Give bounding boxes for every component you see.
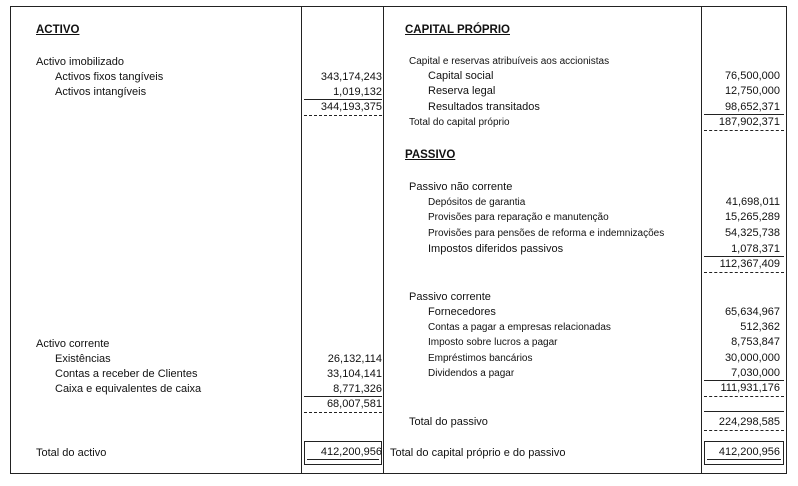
column-divider (383, 6, 384, 474)
subtotal-dashed-rule (704, 130, 784, 131)
passivo-item-value: 30,000,000 (724, 352, 780, 364)
capital-total-value: 187,902,371 (718, 116, 780, 128)
capital-item-value: 76,500,000 (724, 70, 780, 82)
capital-item-label: Resultados transitados (428, 101, 540, 113)
total-double-rule (707, 459, 781, 460)
subtotal-rule (704, 411, 784, 412)
passivo-item-value: 8,753,847 (731, 336, 780, 348)
capital-item-label: Reserva legal (428, 85, 496, 97)
passivo-item-label: Dividendos a pagar (428, 368, 515, 379)
passivo-item-label: Contas a pagar a empresas relacionadas (428, 322, 611, 333)
activo-item-value: 33,104,141 (326, 368, 382, 380)
passivo-item-label: Provisões para pensões de reforma e indemnizações (428, 228, 665, 239)
passivo-nao-corrente-title: Passivo não corrente (409, 181, 513, 193)
passivo-item-value: 7,030,000 (731, 367, 780, 379)
passivo-corrente-total: 111,931,176 (720, 382, 780, 394)
activo-corrente-title: Activo corrente (36, 338, 110, 350)
passivo-item-label: Imposto sobre lucros a pagar (428, 337, 558, 348)
capital-header: CAPITAL PRÓPRIO (405, 24, 510, 36)
subtotal-dashed-rule (704, 430, 784, 431)
capital-item-value: 12,750,000 (724, 85, 780, 97)
column-divider (701, 6, 702, 474)
activo-item-value: 8,771,326 (333, 383, 382, 395)
activo-item-value: 26,132,114 (327, 353, 382, 365)
passivo-nao-corrente-total: 112,367,409 (719, 258, 780, 270)
total-passivo-label: Total do passivo (409, 416, 488, 428)
activo-item-label: Contas a receber de Clientes (55, 368, 198, 380)
activo-imobilizado-total: 344,193,375 (320, 101, 382, 113)
activo-item-label: Existências (55, 353, 111, 365)
subtotal-dashed-rule (704, 396, 784, 397)
passivo-item-label: Provisões para reparação e manutenção (428, 212, 609, 223)
passivo-item-label: Fornecedores (428, 306, 496, 318)
activo-item-value: 343,174,243 (320, 71, 382, 83)
passivo-item-value: 41,698,011 (725, 196, 780, 208)
passivo-item-value: 512,362 (740, 321, 780, 333)
activo-item-label: Caixa e equivalentes de caixa (55, 383, 202, 395)
capital-item-label: Capital social (428, 70, 494, 82)
activo-item-label: Activos intangíveis (55, 86, 147, 98)
capital-total-label: Total do capital próprio (409, 117, 510, 128)
activo-item-label: Activos fixos tangíveis (55, 71, 164, 83)
activo-item-value: 1,019,132 (333, 86, 382, 98)
column-divider (301, 6, 302, 474)
capital-item-value: 98,652,371 (724, 101, 780, 113)
passivo-item-label: Empréstimos bancários (428, 353, 533, 364)
passivo-header: PASSIVO (405, 149, 456, 161)
subtotal-dashed-rule (304, 115, 382, 116)
subtotal-dashed-rule (704, 272, 784, 273)
passivo-item-label: Impostos diferidos passivos (428, 243, 564, 255)
passivo-item-label: Depósitos de garantia (428, 197, 526, 208)
passivo-corrente-title: Passivo corrente (409, 291, 491, 303)
passivo-item-value: 1,078,371 (731, 243, 780, 255)
total-activo-label: Total do activo (36, 447, 107, 459)
passivo-item-value: 65,634,967 (724, 306, 780, 318)
activo-corrente-total: 68,007,581 (326, 398, 382, 410)
total-double-rule (307, 459, 379, 460)
passivo-item-value: 15,265,289 (724, 211, 780, 223)
subtotal-dashed-rule (304, 412, 382, 413)
activo-imobilizado-title: Activo imobilizado (36, 56, 125, 68)
total-activo-value: 412,200,956 (320, 446, 382, 458)
capital-subtitle: Capital e reservas atribuíveis aos accionistas (409, 56, 610, 67)
passivo-item-value: 54,325,738 (724, 227, 780, 239)
activo-header: ACTIVO (36, 24, 80, 36)
grand-total-value: 412,200,956 (718, 446, 780, 458)
grand-total-label: Total do capital próprio e do passivo (390, 447, 566, 459)
total-passivo-value: 224,298,585 (718, 416, 780, 428)
